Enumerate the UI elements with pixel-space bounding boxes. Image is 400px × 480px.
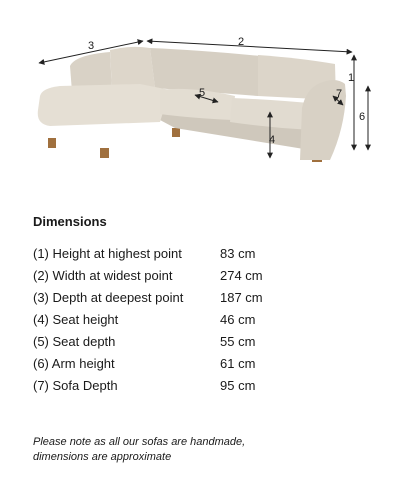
dim-marker-6: 6 bbox=[359, 111, 366, 123]
dimension-row bbox=[33, 264, 373, 286]
dim-marker-7: 7 bbox=[336, 88, 343, 100]
dimension-row bbox=[33, 330, 373, 352]
dimension-value: 274 cm bbox=[220, 267, 263, 283]
dimension-name: (1) Height at highest point bbox=[33, 245, 182, 261]
dimension-name: (7) Sofa Depth bbox=[33, 377, 118, 393]
sofa-foot bbox=[100, 148, 109, 158]
dim-marker-3: 3 bbox=[88, 40, 95, 52]
dimension-value: 83 cm bbox=[220, 245, 256, 261]
dimension-name: (6) Arm height bbox=[33, 355, 115, 371]
dimension-row bbox=[33, 374, 373, 396]
dimension-value: 46 cm bbox=[220, 311, 256, 327]
sofa-shape bbox=[38, 47, 346, 162]
dimension-row bbox=[33, 286, 373, 308]
sofa-illustration bbox=[0, 0, 400, 200]
back-cushion bbox=[110, 47, 155, 90]
dimension-name: (3) Depth at deepest point bbox=[33, 289, 184, 305]
dimension-value: 95 cm bbox=[220, 377, 256, 393]
dimension-value: 187 cm bbox=[220, 289, 263, 305]
note-line-2: dimensions are approximate bbox=[33, 451, 172, 463]
handmade-note bbox=[33, 435, 373, 465]
sofa-foot bbox=[48, 138, 56, 148]
dim-marker-1: 1 bbox=[348, 72, 355, 84]
seat-cushion bbox=[160, 89, 235, 120]
dimension-row bbox=[33, 352, 373, 374]
sofa-diagram bbox=[0, 0, 400, 200]
dimension-name: (5) Seat depth bbox=[33, 333, 116, 349]
dim-marker-2: 2 bbox=[238, 36, 245, 48]
dimension-name: (4) Seat height bbox=[33, 311, 119, 327]
dimension-name: (2) Width at widest point bbox=[33, 267, 173, 283]
sofa-foot bbox=[172, 128, 180, 137]
dimension-row bbox=[33, 308, 373, 330]
dimension-value: 55 cm bbox=[220, 333, 256, 349]
dim-marker-4: 4 bbox=[269, 134, 276, 146]
dimension-row bbox=[33, 242, 373, 264]
dim-marker-5: 5 bbox=[199, 87, 206, 99]
dimensions-heading: Dimensions bbox=[33, 214, 107, 229]
dimensions-list bbox=[33, 242, 373, 396]
dimension-value: 61 cm bbox=[220, 355, 256, 371]
note-line-1: Please note as all our sofas are handmade, bbox=[33, 436, 246, 448]
chaise-seat bbox=[38, 84, 170, 126]
